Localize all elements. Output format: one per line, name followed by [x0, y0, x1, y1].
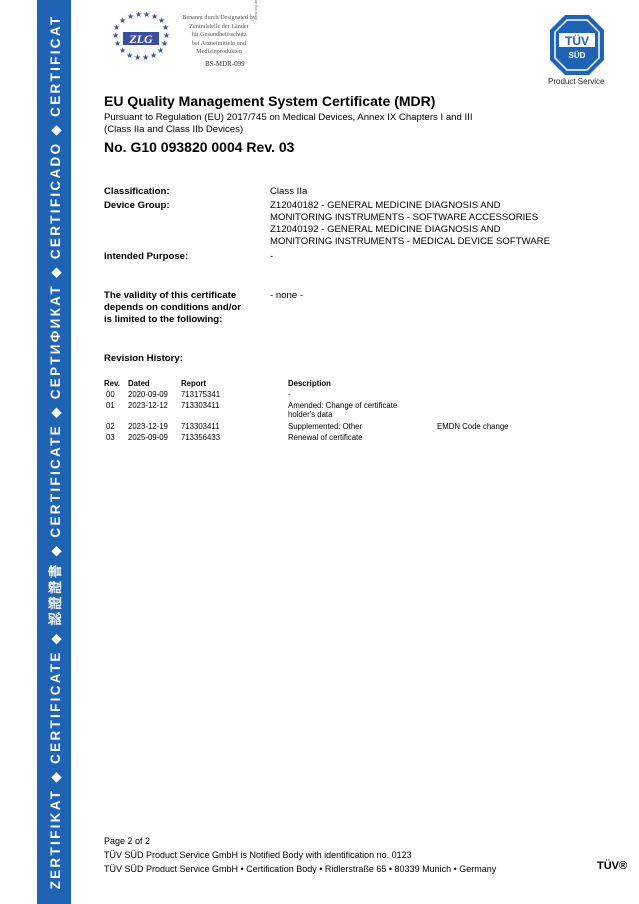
- row-note: EMDN Code change: [437, 422, 509, 431]
- zlg-logo-text: ZLG: [129, 32, 153, 46]
- device-group-line: MONITORING INSTRUMENTS - MEDICAL DEVICE SOFTWARE: [270, 236, 551, 247]
- header-report: Report: [181, 379, 207, 388]
- svg-text:★: ★: [119, 46, 127, 55]
- tuv-wordmark: TÜV®: [597, 860, 628, 872]
- device-group-line: MONITORING INSTRUMENTS - SOFTWARE ACCESSORIES: [270, 212, 539, 223]
- svg-text:★: ★: [112, 31, 120, 40]
- svg-text:★: ★: [135, 12, 143, 19]
- tuv-octagon-logo: [549, 14, 605, 76]
- zlg-line: Benannt durch/Designated by: [182, 14, 256, 21]
- row-report: 713175341: [181, 390, 221, 399]
- zlg-code: BS-MDR-099: [205, 60, 245, 68]
- svg-text:★: ★: [134, 53, 142, 62]
- device-group-value: [270, 200, 550, 248]
- row-dated: 2020-09-09: [128, 390, 168, 399]
- page-number: Page 2 of 2: [104, 836, 151, 846]
- svg-text:★: ★: [113, 23, 121, 32]
- revision-history-label: Revision History:: [104, 353, 183, 364]
- row-description: Supplemented: Other: [288, 422, 363, 431]
- svg-text:★: ★: [142, 53, 150, 62]
- notified-body-statement: TÜV SÜD Product Service GmbH is Notified Body with identification no. 0123: [104, 850, 412, 860]
- validity-label-line: depends on conditions and/or: [104, 302, 241, 313]
- intended-purpose-value: -: [270, 251, 274, 262]
- validity-label: [104, 290, 241, 326]
- sidebar-text: ZERTIFIKAT ◆ CERTIFICATE ◆ 認證證書 ◆ CERTIFICATE ◆ СЕРТИФИКАТ ◆ CERTIFICADO ◆ CERTIFICAT: [48, 14, 63, 890]
- row-rev: 02: [106, 422, 115, 431]
- subtitle-line: (Class IIa and Class IIb Devices): [104, 124, 244, 135]
- zlg-line: bei Arzneimitteln und: [192, 39, 246, 47]
- row-dated: 2023-12-12: [128, 401, 168, 410]
- row-rev: 00: [106, 390, 115, 399]
- row-description: Amended: Change of certificate: [288, 401, 398, 410]
- svg-text:★: ★: [143, 12, 151, 19]
- svg-text:★: ★: [150, 51, 158, 60]
- zlg-designation: [173, 14, 265, 57]
- certificate-number: No. G10 093820 0004 Rev. 03: [104, 139, 295, 155]
- row-report: 713356433: [181, 433, 221, 442]
- row-description: -: [288, 390, 291, 399]
- device-group-label: Device Group:: [104, 200, 170, 211]
- header-dated: Dated: [128, 379, 150, 388]
- tuv-caption: Product Service: [548, 77, 605, 86]
- row-rev: 03: [106, 433, 115, 442]
- row-report: 713303411: [181, 422, 220, 431]
- row-description-cont: holder's data: [288, 410, 333, 419]
- header-rev: Rev.: [104, 379, 120, 388]
- row-rev: 01: [106, 401, 115, 410]
- validity-label-line: The validity of this certificate: [104, 290, 237, 301]
- svg-text:★: ★: [119, 16, 127, 25]
- tuv-logo-bottom: SÜD: [568, 51, 586, 60]
- certificate-title: EU Quality Management System Certificate (MDR): [104, 93, 436, 109]
- svg-text:★: ★: [127, 12, 135, 21]
- validity-label-line: is limited to the following:: [104, 314, 223, 325]
- classification-label: Classification:: [104, 186, 170, 197]
- subtitle-line: Pursuant to Regulation (EU) 2017/745 on Medical Devices, Annex IX Chapters I and III: [104, 112, 473, 123]
- zlg-line: Zentralstelle der Länder: [189, 22, 249, 30]
- address-line: TÜV SÜD Product Service GmbH • Certification Body • Ridlerstraße 65 • 80339 Munich • Germany: [104, 864, 497, 874]
- certificate-subtitle: [104, 112, 473, 136]
- row-dated: 2023-12-19: [128, 422, 168, 431]
- svg-text:★: ★: [114, 39, 122, 48]
- device-group-line: Z12040192 - GENERAL MEDICINE DIAGNOSIS AND: [270, 224, 501, 235]
- svg-text:★: ★: [151, 12, 159, 21]
- svg-text:★: ★: [162, 23, 170, 32]
- tuv-logo-top: TÜV: [565, 34, 589, 48]
- intended-purpose-label: Intended Purpose:: [104, 251, 189, 262]
- zlg-line: für Gesundheitsschutz: [191, 31, 247, 38]
- svg-text:★: ★: [157, 46, 165, 55]
- row-dated: 2025-09-09: [128, 433, 168, 442]
- svg-text:★: ★: [126, 51, 134, 60]
- header-description: Description: [288, 379, 331, 388]
- svg-text:★: ★: [163, 31, 171, 40]
- row-description: Renewal of certificate: [288, 433, 363, 442]
- row-report: 713303411: [181, 401, 220, 410]
- zlg-line: Medizinprodukten: [196, 48, 242, 55]
- validity-value: - none -: [270, 290, 304, 301]
- svg-text:★: ★: [161, 39, 169, 48]
- classification-value: Class IIa: [270, 186, 308, 197]
- svg-text:★: ★: [158, 16, 166, 25]
- zlg-url: www.zlg.de: [253, 0, 258, 20]
- device-group-line: Z12040182 - GENERAL MEDICINE DIAGNOSIS AND: [270, 200, 501, 211]
